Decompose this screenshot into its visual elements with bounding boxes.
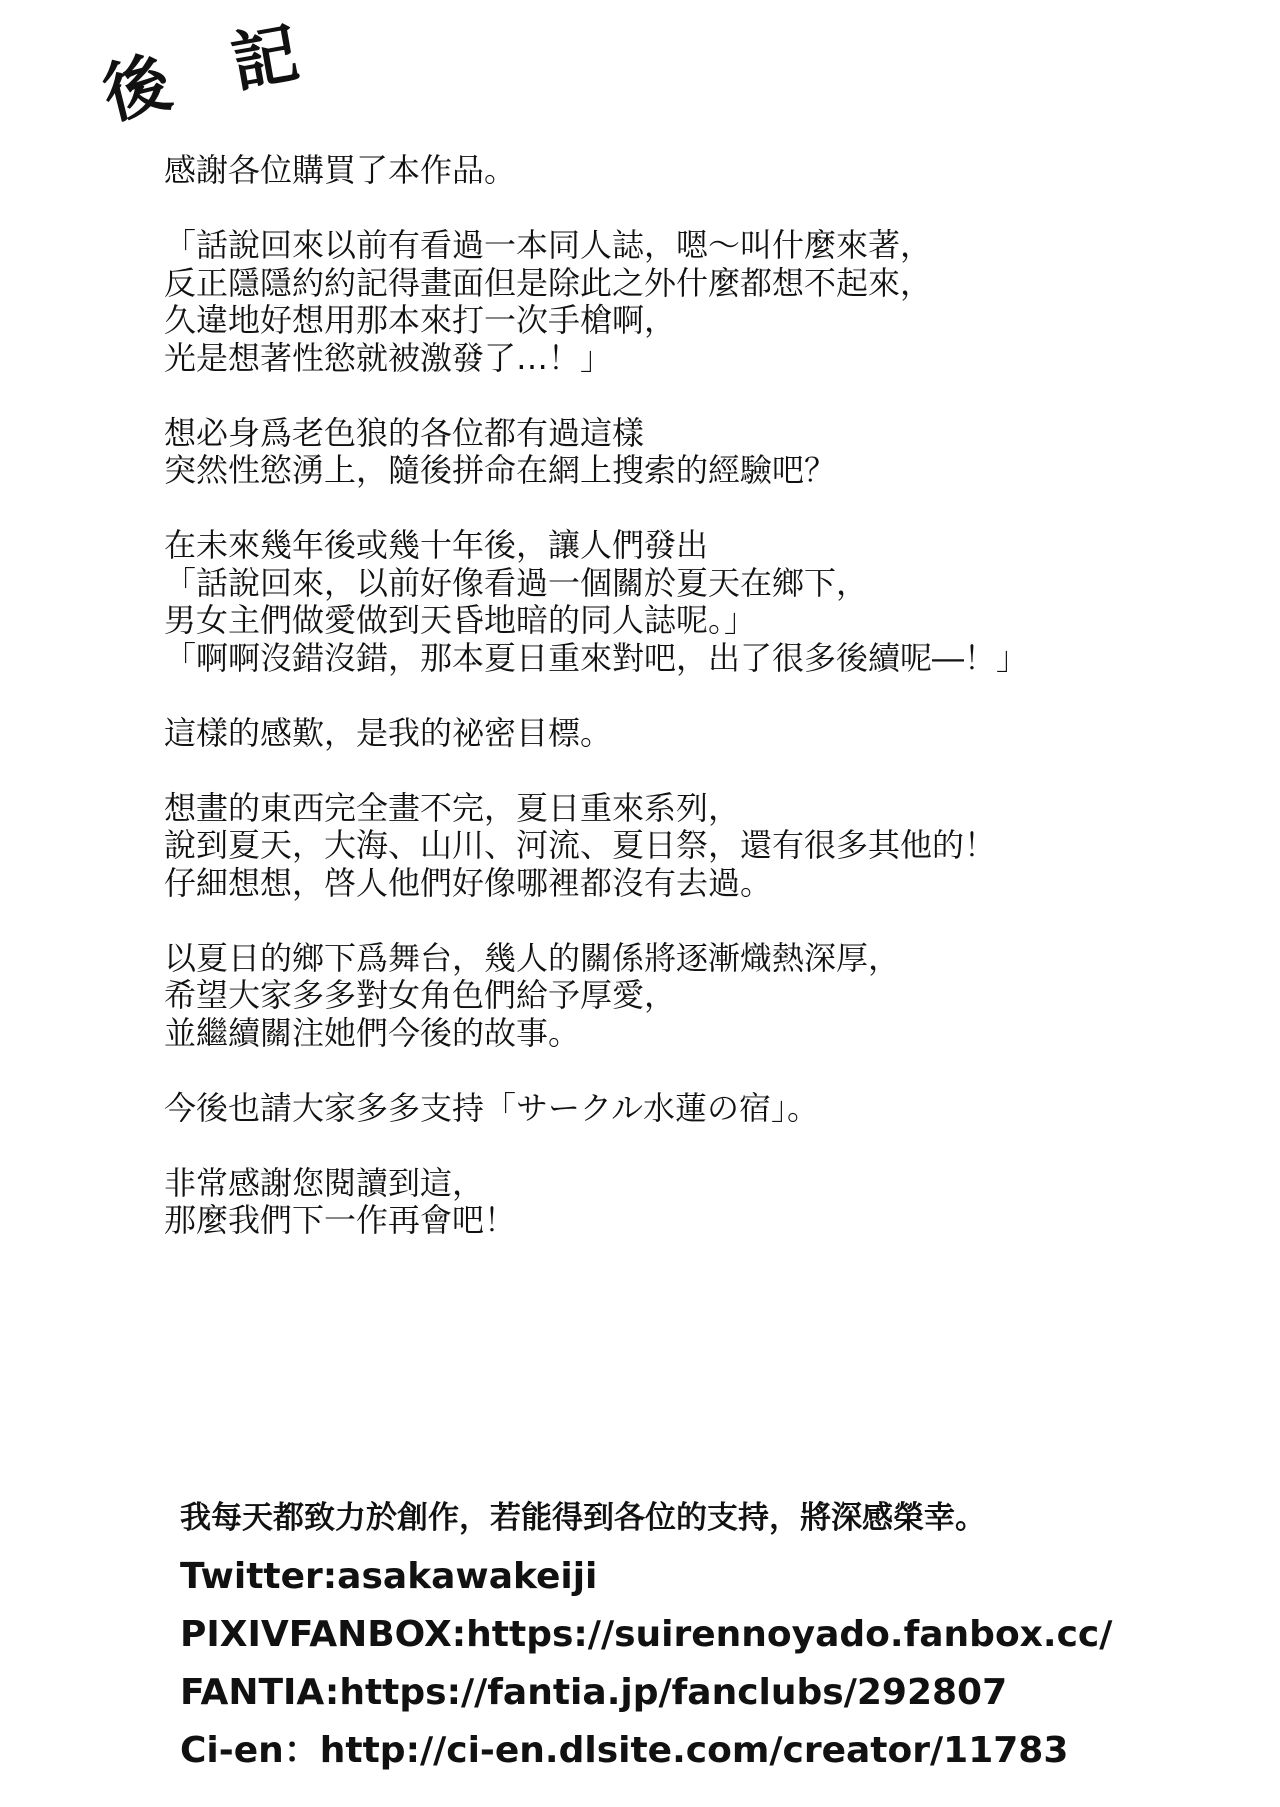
cien-link: Ci-en：http://ci-en.dlsite.com/creator/11783 (180, 1730, 1069, 1771)
paragraph (164, 1165, 1164, 1240)
text-line: 男女主們做愛做到天昏地暗的同人誌呢。」 (164, 601, 757, 639)
text-line: 說到夏天，大海、山川、河流、夏日祭，還有很多其他的！ (164, 826, 997, 864)
paragraph (164, 940, 1164, 1053)
text-line: 在未來幾年後或幾十年後，讓人們發出 (164, 526, 709, 564)
fanbox-link: PIXIVFANBOX:https://suirennoyado.fanbox.cc/ (180, 1614, 1113, 1655)
fantia-link: FANTIA:https://fantia.jp/fanclubs/292807 (180, 1672, 1008, 1713)
text-line: 仔細想想，啓人他們好像哪裡都沒有去過。 (164, 863, 773, 902)
paragraph (164, 790, 1164, 903)
text-line: 「話說回來，以前好像看過一個關於夏天在鄉下， (164, 563, 869, 602)
text-line: 感謝各位購買了本作品。 (164, 151, 517, 189)
text-line: 非常感謝您閱讀到這， (164, 1163, 485, 1202)
text-line: 想畫的東西完全畫不完，夏日重來系列， (164, 788, 741, 827)
paragraph (164, 715, 1164, 753)
title-char-2: 記 (225, 14, 305, 103)
support-message: 我每天都致力於創作，若能得到各位的支持，將深感榮幸。 (180, 1500, 986, 1536)
text-line: 突然性慾湧上，隨後拼命在網上搜索的經驗吧？ (164, 451, 837, 489)
text-line: 「話說回來以前有看過一本同人誌，嗯～叫什麼來著， (164, 226, 933, 264)
text-line: 今後也請大家多多支持「サークル水蓮の宿」。 (164, 1088, 820, 1127)
text-line: 希望大家多多對女角色們給予厚愛， (164, 976, 677, 1014)
paragraph (164, 527, 1164, 677)
twitter-link: Twitter:asakawakeiji (180, 1556, 598, 1597)
text-line: 那麼我們下一作再會吧！ (164, 1201, 517, 1239)
paragraph (164, 152, 1164, 190)
text-line: 想必身爲老色狼的各位都有過這樣 (164, 413, 645, 452)
paragraph (164, 1090, 1164, 1128)
creator-links-footer (180, 1488, 1180, 1780)
text-line: 「啊啊沒錯沒錯，那本夏日重來對吧，出了很多後續呢―！」 (164, 638, 1029, 677)
page-title (95, 14, 330, 134)
afterword-body (164, 152, 1164, 1240)
text-line: 光是想著性慾就被激發了…！」 (164, 338, 613, 377)
title-char-1: 後 (95, 43, 179, 134)
text-line: 並繼續關注她們今後的故事。 (164, 1013, 581, 1052)
text-line: 反正隱隱約約記得畫面但是除此之外什麼都想不起來， (164, 263, 933, 302)
text-line: 這樣的感歎，是我的祕密目標。 (164, 713, 613, 752)
paragraph (164, 415, 1164, 490)
text-line: 久違地好想用那本來打一次手槍啊， (164, 301, 677, 339)
paragraph (164, 227, 1164, 377)
text-line: 以夏日的鄉下爲舞台，幾人的關係將逐漸熾熱深厚， (164, 938, 901, 977)
